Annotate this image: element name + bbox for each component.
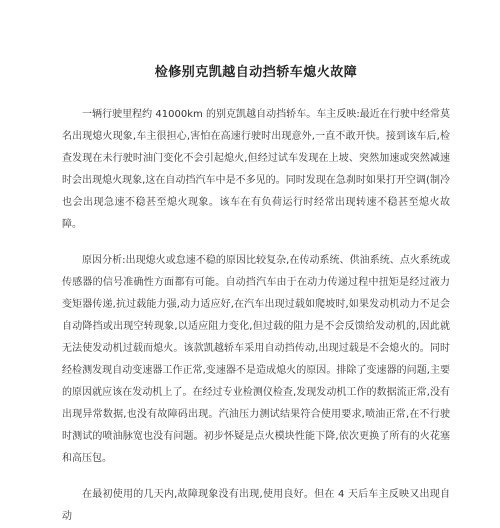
article-paragraph: 原因分析:出现熄火或怠速不稳的原因比较复杂,在传动系统、供油系统、点火系统或传感器的信号准确性方面都有可能。自动挡汽车由于在动力传递过程中扭矩是经过液力变矩器传递,抗过载能力强,动力适应好,在汽车出现过载如爬坡时,如果发动机动力不足会自动降挡或出现空转现象,以适应阻力变化,但过载的阻力是不会反馈给发动机的,因此就无法使发动机过载而熄火。该款凯越轿车采用自动挡传动,出现过载是不会熄火的。同时经检测发现自动变速器工作正常,变速器不是造成熄火的原因。排除了变速器的问题,主要的原因就应该在发动机上了。在经过专业检测仪检查,发现发动机工作的数据流正常,没有出现异常数据,也没有故障码出现。汽油压力测试结果符合使用要求,喷油正常,在不行驶时测试的喷油脉宽也没有问题。初步怀疑是点火模块性能下降,依次更换了所有的火花塞和高压包。 (62, 255, 450, 464)
article-title: 检修别克凯越自动挡轿车熄火故障 (154, 65, 358, 80)
article-paragraph: 在最初使用的几天内,故障现象没有出现,使用良好。但在 4 天后车主反映又出现自动 (62, 489, 450, 522)
article-paragraph: 一辆行驶里程约 41000km 的别克凯越自动挡轿车。车主反映:最近在行驶中经常莫名出现熄火现象,车主很担心,害怕在高速行驶时出现意外,一直不敢开快。接到该车后,检查发现在未行驶时油门变化不会引起熄火,但经过试车发现在上坡、突然加速或突然减速时会出现熄火现象,这在自动挡汽车中是不多见的。同时发现在急刹时如果打开空调(制冷也会出现急速不稳甚至熄火现象。该车在有负荷运行时经常出现转速不稳甚至熄火故障。 (62, 109, 450, 230)
